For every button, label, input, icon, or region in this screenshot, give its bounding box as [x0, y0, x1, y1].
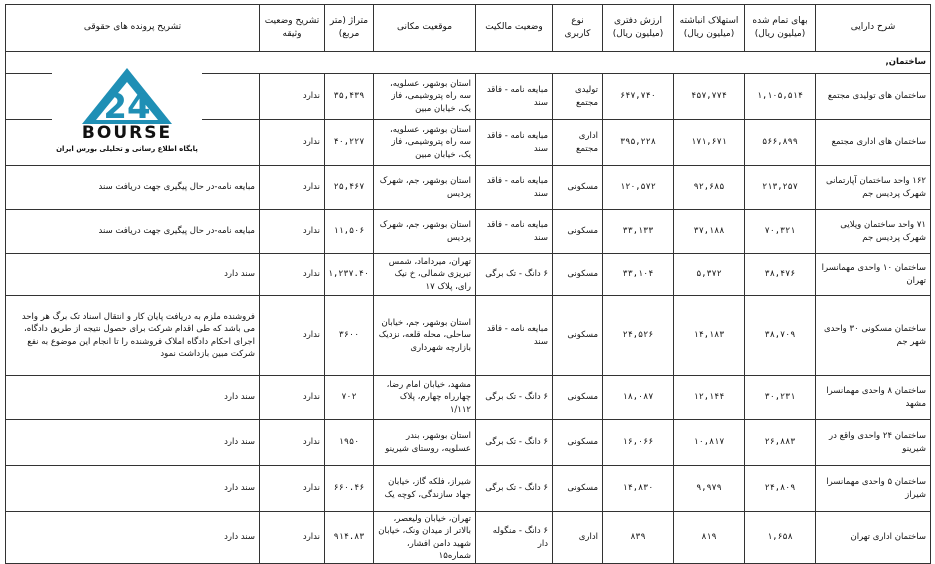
- cell-usage: مسکونی: [553, 420, 603, 466]
- cell-usage: مسکونی: [553, 254, 603, 296]
- cell-location: تهران، میرداماد، شمس تبریزی شمالی، خ نیک رای، پلاک ۱۷: [374, 254, 476, 296]
- cell-total-cost: ۲۱۳,۲۵۷: [745, 166, 816, 210]
- svg-text:24: 24: [103, 87, 151, 126]
- cell-description: ساختمان های تولیدی مجتمع: [816, 74, 931, 120]
- header-area: متراژ (متر مربع): [325, 5, 374, 52]
- cell-description: ساختمان ۸ واحدی مهمانسرا مشهد: [816, 376, 931, 420]
- cell-depreciation: ۴۵۷,۷۷۴: [674, 74, 745, 120]
- cell-depreciation: ۱۰,۸۱۷: [674, 420, 745, 466]
- cell-ownership: ۶ دانگ - منگوله دار: [476, 512, 553, 564]
- cell-total-cost: ۱,۶۵۸: [745, 512, 816, 564]
- cell-ownership: ۶ دانگ - تک برگی: [476, 420, 553, 466]
- table-row: [6, 376, 931, 420]
- cell-legal: سند دارد: [6, 466, 260, 512]
- bourse-logo: [52, 66, 202, 162]
- cell-location: استان بوشهر، عسلویه، سه راه پتروشیمی، فاز یک، خیابان مبین: [374, 74, 476, 120]
- cell-total-cost: ۳۸,۴۷۶: [745, 254, 816, 296]
- cell-depreciation: ۹۲,۶۸۵: [674, 166, 745, 210]
- cell-total-cost: ۲۴,۸۰۹: [745, 466, 816, 512]
- cell-usage: اداری مجتمع: [553, 120, 603, 166]
- cell-description: ساختمان های اداری مجتمع: [816, 120, 931, 166]
- cell-location: استان بوشهر، عسلویه، سه راه پتروشیمی، فاز یک، خیابان مبین: [374, 120, 476, 166]
- cell-legal: مبایعه نامه-در حال پیگیری جهت دریافت سند: [6, 210, 260, 254]
- bourse-logo-mark-icon: [52, 66, 202, 126]
- header-collateral: تشریح وضعیت وثیقه: [260, 5, 325, 52]
- table-row: [6, 210, 931, 254]
- cell-total-cost: ۲۶,۸۸۳: [745, 420, 816, 466]
- cell-description: ۷۱ واحد ساختمان ویلایی شهرک پردیس جم: [816, 210, 931, 254]
- cell-book-value: ۳۳,۱۰۴: [603, 254, 674, 296]
- cell-collateral: ندارد: [260, 466, 325, 512]
- cell-usage: مسکونی: [553, 466, 603, 512]
- cell-area: ۷۰۲: [325, 376, 374, 420]
- cell-book-value: ۱۸,۰۸۷: [603, 376, 674, 420]
- cell-book-value: ۱۲۰,۵۷۲: [603, 166, 674, 210]
- cell-legal: فروشنده ملزم به دریافت پایان کار و انتقال اسناد تک برگ هر واحد می باشد که طی اقدام شرکت برای حصول نتیجه از طریق دادگاه، اجرای احکام دادگاه املاک فروشنده را تا انجام این موضوع به نفع شرکت مبین بازداشت نمود: [6, 296, 260, 376]
- cell-total-cost: ۳۰,۲۳۱: [745, 376, 816, 420]
- cell-depreciation: ۱۲,۱۴۴: [674, 376, 745, 420]
- header-usage: نوع کاربری: [553, 5, 603, 52]
- cell-ownership: مبایعه نامه - فاقد سند: [476, 296, 553, 376]
- cell-description: ساختمان ۱۰ واحدی مهمانسرا تهران: [816, 254, 931, 296]
- cell-collateral: ندارد: [260, 254, 325, 296]
- cell-collateral: ندارد: [260, 210, 325, 254]
- cell-collateral: ندارد: [260, 376, 325, 420]
- cell-legal: سند دارد: [6, 254, 260, 296]
- cell-usage: مسکونی: [553, 210, 603, 254]
- cell-location: تهران، خیابان ولیعصر، بالاتر از میدان ونک، خیابان شهید دامن افشار، شماره۱۵: [374, 512, 476, 564]
- cell-description: ۱۶۲ واحد ساختمان آپارتمانی شهرک پردیس جم: [816, 166, 931, 210]
- cell-description: ساختمان اداری تهران: [816, 512, 931, 564]
- cell-ownership: مبایعه نامه - فاقد سند: [476, 166, 553, 210]
- header-total-cost: بهای تمام شده (میلیون ریال): [745, 5, 816, 52]
- cell-collateral: ندارد: [260, 74, 325, 120]
- header-location: موقعیت مکانی: [374, 5, 476, 52]
- cell-ownership: مبایعه نامه - فاقد سند: [476, 74, 553, 120]
- cell-book-value: ۱۶,۰۶۶: [603, 420, 674, 466]
- cell-legal: سند دارد: [6, 420, 260, 466]
- cell-location: مشهد، خیابان امام رضا، چهارراه چهارم، پلاک ۱/۱۱۲: [374, 376, 476, 420]
- cell-usage: تولیدی مجتمع: [553, 74, 603, 120]
- cell-usage: اداری: [553, 512, 603, 564]
- cell-area: ۱,۲۳۷.۴۰: [325, 254, 374, 296]
- cell-total-cost: ۵۶۶,۸۹۹: [745, 120, 816, 166]
- cell-collateral: ندارد: [260, 166, 325, 210]
- table-row: [6, 420, 931, 466]
- table-row: [6, 166, 931, 210]
- cell-legal: مبایعه نامه-در حال پیگیری جهت دریافت سند: [6, 166, 260, 210]
- cell-depreciation: ۵,۳۷۲: [674, 254, 745, 296]
- cell-description: ساختمان ۵ واحدی مهمانسرا شیراز: [816, 466, 931, 512]
- cell-area: ۶۶۰.۴۶: [325, 466, 374, 512]
- cell-book-value: ۲۴,۵۲۶: [603, 296, 674, 376]
- cell-description: ساختمان مسکونی ۳۰ واحدی شهر جم: [816, 296, 931, 376]
- cell-book-value: ۱۴,۸۳۰: [603, 466, 674, 512]
- header-depreciation: استهلاک انباشته (میلیون ریال): [674, 5, 745, 52]
- header-description: شرح دارایی: [816, 5, 931, 52]
- cell-depreciation: ۸۱۹: [674, 512, 745, 564]
- cell-usage: مسکونی: [553, 166, 603, 210]
- cell-area: ۱۹۵۰: [325, 420, 374, 466]
- cell-location: استان بوشهر، بندر عسلویه، روستای شیرینو: [374, 420, 476, 466]
- cell-book-value: ۳۹۵,۲۲۸: [603, 120, 674, 166]
- cell-usage: مسکونی: [553, 376, 603, 420]
- header-ownership: وضعیت مالکیت: [476, 5, 553, 52]
- cell-depreciation: ۹,۹۷۹: [674, 466, 745, 512]
- cell-location: شیراز، فلکه گاز، خیابان جهاد سازندگی، کوچه یک: [374, 466, 476, 512]
- cell-collateral: ندارد: [260, 512, 325, 564]
- cell-total-cost: ۱,۱۰۵,۵۱۴: [745, 74, 816, 120]
- cell-ownership: مبایعه نامه - فاقد سند: [476, 210, 553, 254]
- cell-location: استان بوشهر، جم، شهرک پردیس: [374, 166, 476, 210]
- header-legal: تشریح پرونده های حقوقی: [6, 5, 260, 52]
- cell-depreciation: ۳۷,۱۸۸: [674, 210, 745, 254]
- header-book-value: ارزش دفتری (میلیون ریال): [603, 5, 674, 52]
- cell-total-cost: ۷۰,۳۲۱: [745, 210, 816, 254]
- cell-area: ۳۶۰۰: [325, 296, 374, 376]
- cell-description: ساختمان ۲۴ واحدی واقع در شیرینو: [816, 420, 931, 466]
- cell-ownership: ۶ دانگ - تک برگی: [476, 254, 553, 296]
- cell-location: استان بوشهر، جم، شهرک پردیس: [374, 210, 476, 254]
- cell-depreciation: ۱۷۱,۶۷۱: [674, 120, 745, 166]
- header-row: [6, 5, 931, 52]
- cell-area: ۴۰,۲۲۷: [325, 120, 374, 166]
- cell-book-value: ۳۳,۱۳۳: [603, 210, 674, 254]
- cell-collateral: ندارد: [260, 420, 325, 466]
- cell-ownership: مبایعه نامه - فاقد سند: [476, 120, 553, 166]
- cell-area: ۱۱,۵۰۶: [325, 210, 374, 254]
- table-row: [6, 512, 931, 564]
- table-row: [6, 296, 931, 376]
- section-title: ساختمان,: [6, 52, 931, 74]
- logo-wordmark: BOURSE: [81, 123, 173, 143]
- table-row: [6, 254, 931, 296]
- cell-ownership: ۶ دانگ - تک برگی: [476, 466, 553, 512]
- cell-area: ۲۵,۴۶۷: [325, 166, 374, 210]
- cell-area: ۹۱۴.۸۳: [325, 512, 374, 564]
- cell-book-value: ۶۴۷,۷۴۰: [603, 74, 674, 120]
- cell-book-value: ۸۳۹: [603, 512, 674, 564]
- table-row: [6, 466, 931, 512]
- cell-area: ۳۵,۴۳۹: [325, 74, 374, 120]
- cell-legal: سند دارد: [6, 376, 260, 420]
- logo-subtitle: پایگاه اطلاع رسانی و تحلیلی بورس ایران: [56, 145, 198, 153]
- cell-legal: سند دارد: [6, 512, 260, 564]
- cell-depreciation: ۱۴,۱۸۳: [674, 296, 745, 376]
- cell-usage: مسکونی: [553, 296, 603, 376]
- cell-collateral: ندارد: [260, 120, 325, 166]
- cell-total-cost: ۳۸,۷۰۹: [745, 296, 816, 376]
- cell-collateral: ندارد: [260, 296, 325, 376]
- cell-location: استان بوشهر، جم، خیابان ساحلی، محله قلعه، نزدیک بازارچه شهرداری: [374, 296, 476, 376]
- cell-ownership: ۶ دانگ - تک برگی: [476, 376, 553, 420]
